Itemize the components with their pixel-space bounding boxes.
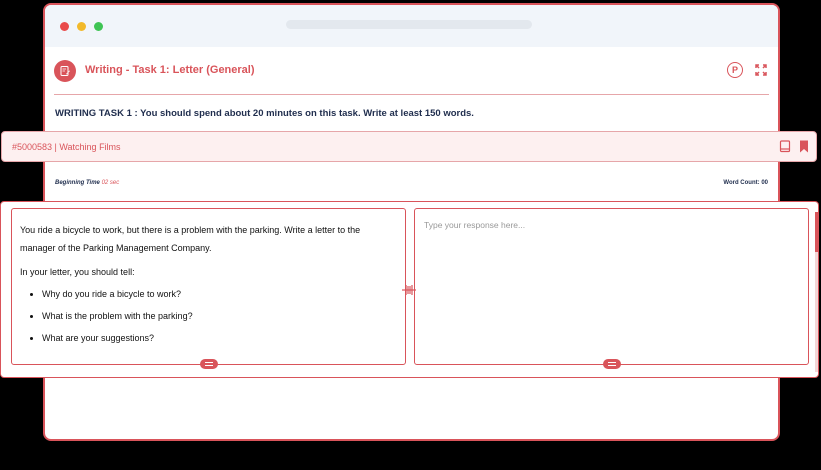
task-instruction: WRITING TASK 1 : You should spend about 20 minutes on this task. Write at least 150 words. [55,108,474,119]
minimize-dot[interactable] [77,22,86,31]
split-resize-handle[interactable] [402,283,416,297]
prompt-bullet: • Why do you ride a bicycle to work? [42,285,390,303]
book-icon[interactable] [779,140,791,158]
prompt-resize-handle[interactable] [200,359,218,369]
expand-icon[interactable] [755,63,767,81]
topic-label: #5000583 | Watching Films [12,142,121,152]
p-button[interactable]: P [727,62,743,78]
word-count [723,180,768,186]
response-resize-handle[interactable] [603,359,621,369]
beginning-time-value: 02 sec [101,180,120,186]
edit-document-icon [54,60,76,82]
bookmark-icon[interactable] [799,140,809,158]
prompt-content [20,221,390,351]
word-count-value: 00 [761,180,768,186]
address-bar[interactable] [286,20,532,29]
timing-row [55,180,768,192]
response-input[interactable]: Type your response here... [424,220,526,230]
prompt-lead: In your letter, you should tell: [20,267,135,277]
prompt-bullets [20,285,390,347]
beginning-time-label: Beginning Time [55,180,100,186]
maximize-dot[interactable] [94,22,103,31]
prompt-intro: You ride a bicycle to work, but there is a problem with the parking. Write a letter to the manager of the Parking Management Company. [20,225,361,253]
scrollbar[interactable] [815,212,818,372]
page-title: Writing - Task 1: Letter (General) [85,64,255,76]
word-count-label: Word Count: [723,180,760,186]
topic-bar [1,131,817,162]
close-dot[interactable] [60,22,69,31]
prompt-panel [11,208,406,365]
response-panel[interactable] [414,208,809,365]
task-header [54,60,769,95]
prompt-bullet: • What are your suggestions? [42,329,390,347]
prompt-bullet: • What is the problem with the parking? [42,307,390,325]
window-titlebar [45,5,778,47]
scrollbar-thumb[interactable] [815,212,818,252]
